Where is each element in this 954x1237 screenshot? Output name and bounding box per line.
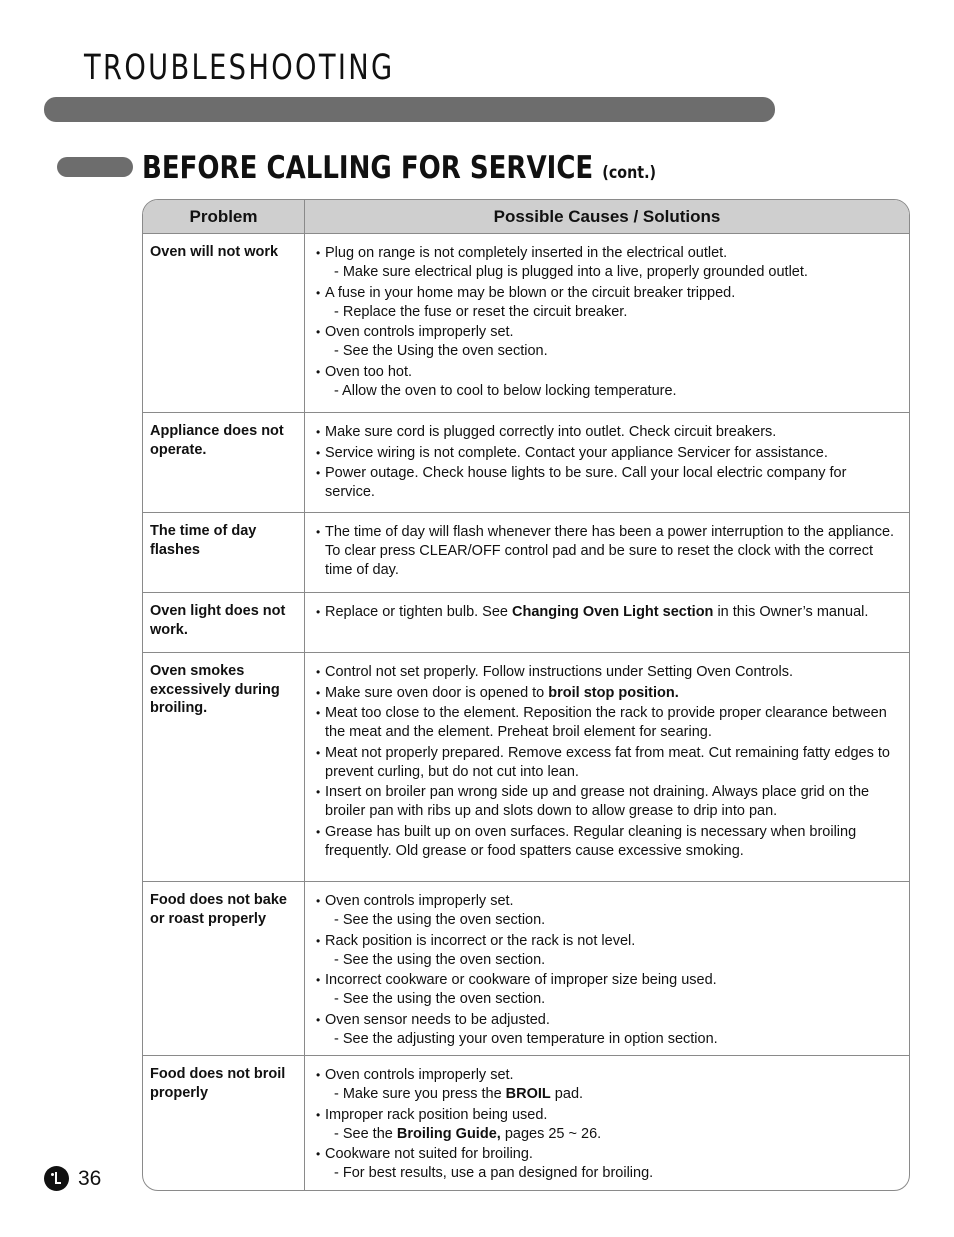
- solution-item: [316, 423, 897, 442]
- solution-item: [316, 892, 897, 930]
- page-title: TROUBLESHOOTING: [84, 48, 395, 88]
- emphasis-text: Broiling Guide,: [396, 1125, 501, 1142]
- solution-item: [316, 363, 897, 401]
- solution-subtext: - See the using the oven section.: [334, 912, 546, 928]
- solution-text: [325, 444, 897, 463]
- solution-item: [316, 1106, 897, 1144]
- solution-text: [325, 284, 897, 303]
- solution-text: [325, 323, 897, 342]
- solution-item: [316, 663, 897, 682]
- text-run: Rack position is incorrect or the rack is not level.: [325, 932, 636, 949]
- problem-cell: Appliance does not operate.: [143, 413, 305, 512]
- solution-cell: [305, 653, 909, 881]
- problem-cell: Oven smokes excessively during broiling.: [143, 653, 305, 881]
- troubleshooting-table: [142, 199, 910, 1191]
- text-run: Improper rack position being used.: [325, 1106, 548, 1123]
- table-row: [143, 513, 909, 593]
- solution-text: [325, 1066, 897, 1085]
- solution-cell: [305, 234, 909, 412]
- solution-item: [316, 1011, 897, 1049]
- solution-text: [325, 464, 897, 502]
- text-run: pages 25 ~ 26.: [500, 1125, 602, 1142]
- text-run: - Make sure you press the: [334, 1086, 506, 1102]
- solution-item: [316, 284, 897, 322]
- text-run: in this Owner’s manual.: [713, 604, 869, 620]
- solution-item: [316, 523, 897, 580]
- solution-text: [325, 932, 897, 951]
- section-heading-text: BEFORE CALLING FOR SERVICE: [142, 150, 594, 186]
- solution-item: [316, 823, 897, 861]
- solution-subtext: - Make sure electrical plug is plugged into a live, properly grounded outlet.: [334, 264, 808, 280]
- solution-item: [316, 971, 897, 1009]
- solution-item: [316, 464, 897, 502]
- solution-item: [316, 1066, 897, 1104]
- solution-text: [325, 704, 897, 742]
- text-run: Make sure oven door is opened to: [325, 684, 549, 701]
- lg-logo-icon: [44, 1166, 69, 1191]
- solution-text: [325, 244, 897, 263]
- solution-text: [325, 971, 897, 990]
- text-run: Service wiring is not complete. Contact your appliance Servicer for assistance.: [325, 444, 828, 461]
- solution-item: [316, 783, 897, 821]
- table-row: [143, 413, 909, 513]
- solution-text: [325, 684, 897, 703]
- solution-item: [316, 932, 897, 970]
- problem-cell: Food does not broil properly: [143, 1056, 305, 1191]
- solution-text: [325, 1106, 897, 1125]
- text-run: Meat too close to the element. Reposition the rack to provide proper clearance between the meat and the element. Preheat broil element for searing.: [325, 705, 887, 741]
- text-run: Oven too hot.: [325, 363, 413, 380]
- solution-subtext: - Replace the fuse or reset the circuit breaker.: [334, 303, 628, 320]
- solution-text: [325, 1011, 897, 1030]
- page-footer: [44, 1166, 101, 1191]
- text-run: A fuse in your home may be blown or the circuit breaker tripped.: [325, 284, 736, 301]
- solution-text: [325, 363, 897, 382]
- solution-subtext: - See the using the oven section.: [334, 991, 546, 1008]
- section-marker-pill: [57, 157, 133, 177]
- emphasis-text: broil stop position.: [548, 684, 679, 701]
- text-run: Oven sensor needs to be adjusted.: [325, 1011, 550, 1028]
- solution-item: [316, 744, 897, 782]
- solution-text: [325, 744, 897, 782]
- solution-text: [325, 663, 897, 682]
- solution-subtext: [325, 1085, 897, 1104]
- solution-text: [325, 823, 897, 861]
- page-number: 36: [78, 1166, 102, 1190]
- solution-text: [325, 1145, 897, 1164]
- header-solution: Possible Causes / Solutions: [493, 206, 721, 226]
- text-run: Make sure cord is plugged correctly into outlet. Check circuit breakers.: [325, 424, 777, 440]
- table-row: [143, 882, 909, 1056]
- solution-item: [316, 684, 897, 703]
- solution-item: [316, 603, 897, 622]
- text-run: Meat not properly prepared. Remove excess fat from meat. Cut remaining fatty edges to prevent curling, but do not cut into lean.: [325, 744, 890, 780]
- text-run: - See the: [334, 1125, 397, 1142]
- text-run: Insert on broiler pan wrong side up and grease not draining. Always place grid on the broiler pan with ribs up and slots down to allow grease to drip into pan.: [325, 784, 870, 820]
- solution-text: [325, 892, 897, 911]
- solution-subtext: - See the adjusting your oven temperature in option section.: [334, 1030, 718, 1047]
- table-row: [143, 593, 909, 653]
- table-row: [143, 234, 909, 413]
- text-run: The time of day will flash whenever there has been a power interruption to the appliance. To clear press CLEAR/OFF control pad and be sure to reset the clock with the correct time of day.: [325, 524, 895, 578]
- solution-item: [316, 444, 897, 463]
- solution-cell: [305, 882, 909, 1055]
- solution-item: [316, 323, 897, 361]
- solution-text: [325, 523, 897, 580]
- text-run: Plug on range is not completely inserted in the electrical outlet.: [325, 245, 728, 261]
- emphasis-text: Changing Oven Light section: [512, 604, 714, 620]
- text-run: Incorrect cookware or cookware of improper size being used.: [325, 972, 717, 989]
- solution-text: [325, 423, 897, 442]
- text-run: Power outage. Check house lights to be sure. Call your local electric company for service.: [325, 465, 847, 501]
- text-run: Grease has built up on oven surfaces. Regular cleaning is necessary when broiling frequently. Old grease or food spatters cause excessive smoking.: [325, 823, 857, 859]
- solution-cell: [305, 513, 909, 592]
- solution-text: [325, 783, 897, 821]
- text-run: Control not set properly. Follow instructions under Setting Oven Controls.: [325, 664, 793, 680]
- table-body: [143, 234, 909, 1191]
- text-run: Oven controls improperly set.: [325, 1067, 514, 1083]
- solution-cell: [305, 1056, 909, 1191]
- title-divider-bar: [44, 97, 775, 122]
- solution-subtext: - See the Using the oven section.: [334, 343, 548, 360]
- solution-cell: [305, 413, 909, 512]
- solution-subtext: [325, 1125, 897, 1144]
- solution-subtext: - See the using the oven section.: [334, 951, 546, 968]
- problem-cell: Oven will not work: [143, 234, 305, 412]
- solution-subtext: - Allow the oven to cool to below locking temperature.: [334, 382, 677, 399]
- problem-cell: Food does not bake or roast properly: [143, 882, 305, 1055]
- emphasis-text: BROIL: [505, 1086, 551, 1102]
- text-run: Cookware not suited for broiling.: [325, 1146, 533, 1163]
- solution-text: [325, 603, 897, 622]
- problem-cell: The time of day flashes: [143, 513, 305, 592]
- table-row: [143, 653, 909, 882]
- solution-item: [316, 704, 897, 742]
- solution-cell: [305, 593, 909, 652]
- solution-item: [316, 244, 897, 282]
- table-row: [143, 1056, 909, 1191]
- table-header: [143, 200, 909, 234]
- problem-cell: Oven light does not work.: [143, 593, 305, 652]
- text-run: Oven controls improperly set.: [325, 324, 514, 341]
- solution-subtext: - For best results, use a pan designed for broiling.: [334, 1165, 654, 1182]
- solution-item: [316, 1145, 897, 1183]
- section-heading-suffix: (cont.): [602, 163, 657, 183]
- header-problem: Problem: [143, 200, 305, 233]
- text-run: Oven controls improperly set.: [325, 893, 514, 909]
- text-run: pad.: [550, 1086, 584, 1102]
- section-heading: [142, 150, 656, 186]
- text-run: Replace or tighten bulb. See: [325, 604, 513, 620]
